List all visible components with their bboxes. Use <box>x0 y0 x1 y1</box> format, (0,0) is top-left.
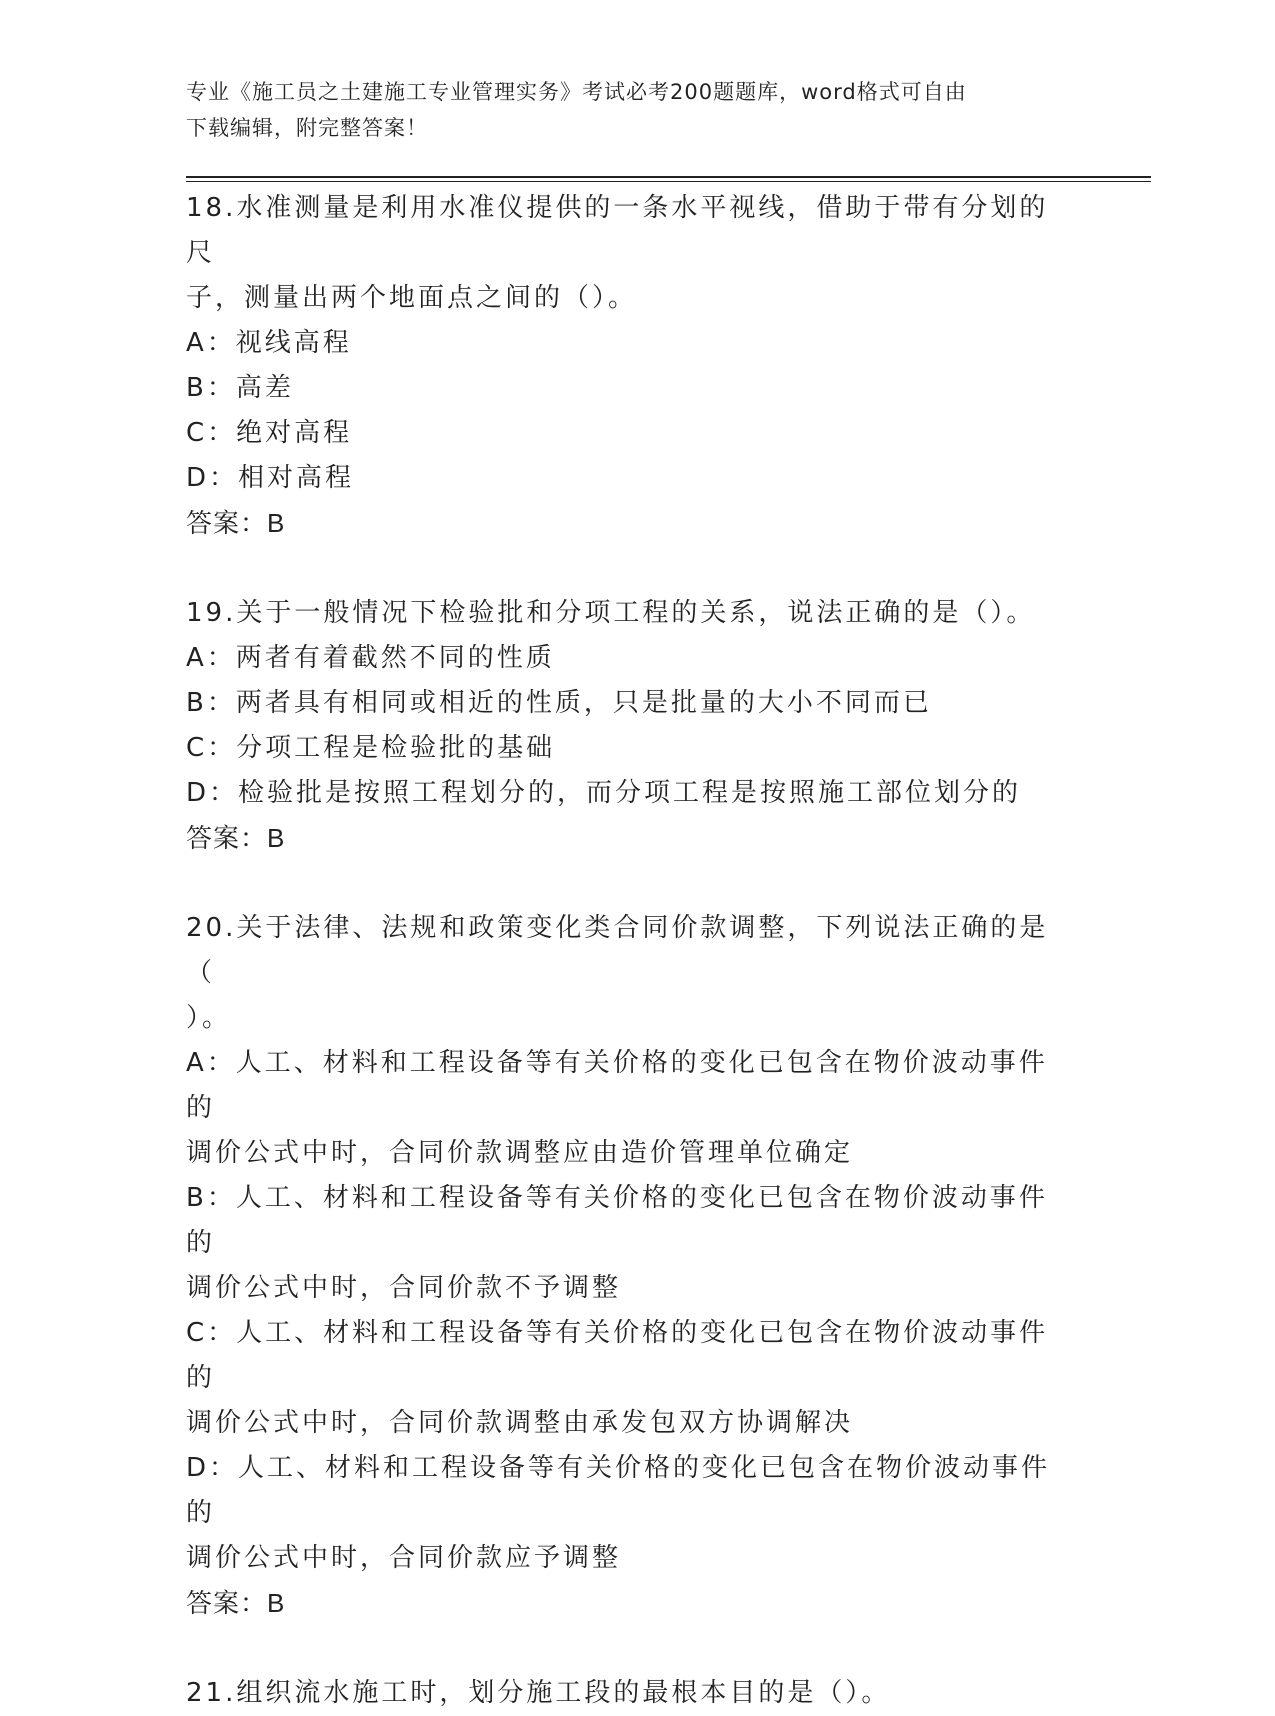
option-b-continued: 调价公式中时，合同价款不予调整 <box>186 1273 622 1303</box>
header-line-1: 专业《施工员之土建施工专业管理实务》考试必考200题题库，word格式可自由 <box>186 80 967 104</box>
option-d: D：人工、材料和工程设备等有关价格的变化已包含在物价波动事件的 <box>186 1453 1051 1528</box>
option-a: A：视线高程 <box>186 328 352 358</box>
option-b: B：两者具有相同或相近的性质，只是批量的大小不同而已 <box>186 688 932 718</box>
option-c-continued: 调价公式中时，合同价款调整由承发包双方协调解决 <box>186 1408 854 1438</box>
option-c: C：分项工程是检验批的基础 <box>186 733 556 763</box>
option-a: A：人工、材料和工程设备等有关价格的变化已包含在物价波动事件的 <box>186 1048 1048 1123</box>
document-header <box>186 74 1066 146</box>
option-b: B：高差 <box>186 373 294 403</box>
option-a-continued: 调价公式中时，合同价款调整应由造价管理单位确定 <box>186 1138 854 1168</box>
header-divider-thin <box>186 181 1151 182</box>
answer-line: 答案：B <box>186 508 286 538</box>
option-d: D：检验批是按照工程划分的，而分项工程是按照施工部位划分的 <box>186 778 1022 808</box>
question-21 <box>186 1671 1066 1716</box>
question-20 <box>186 906 1066 1626</box>
option-b: B：人工、材料和工程设备等有关价格的变化已包含在物价波动事件的 <box>186 1183 1048 1258</box>
question-stem-line: 18.水准测量是利用水准仪提供的一条水平视线，借助于带有分划的尺 <box>186 193 1049 268</box>
option-d-continued: 调价公式中时，合同价款应予调整 <box>186 1543 622 1573</box>
option-d: D：相对高程 <box>186 463 355 493</box>
question-stem-line: 20.关于法律、法规和政策变化类合同价款调整，下列说法正确的是（ <box>186 913 1049 988</box>
header-divider-thick <box>186 176 1151 178</box>
question-stem-line: 21.组织流水施工时，划分施工段的最根本目的是（）。 <box>186 1678 891 1708</box>
question-list <box>186 186 1066 1716</box>
option-c: C：人工、材料和工程设备等有关价格的变化已包含在物价波动事件的 <box>186 1318 1049 1393</box>
option-a: A：两者有着截然不同的性质 <box>186 643 555 673</box>
question-stem-line: 子，测量出两个地面点之间的（）。 <box>186 283 638 313</box>
option-c: C：绝对高程 <box>186 418 353 448</box>
question-19 <box>186 591 1066 861</box>
question-stem-line: 19.关于一般情况下检验批和分项工程的关系，说法正确的是（）。 <box>186 598 1036 628</box>
header-line-2: 下载编辑，附完整答案！ <box>186 116 428 140</box>
question-18 <box>186 186 1066 546</box>
question-stem-line: ）。 <box>186 1003 232 1033</box>
answer-line: 答案：B <box>186 823 286 853</box>
answer-line: 答案：B <box>186 1588 286 1618</box>
